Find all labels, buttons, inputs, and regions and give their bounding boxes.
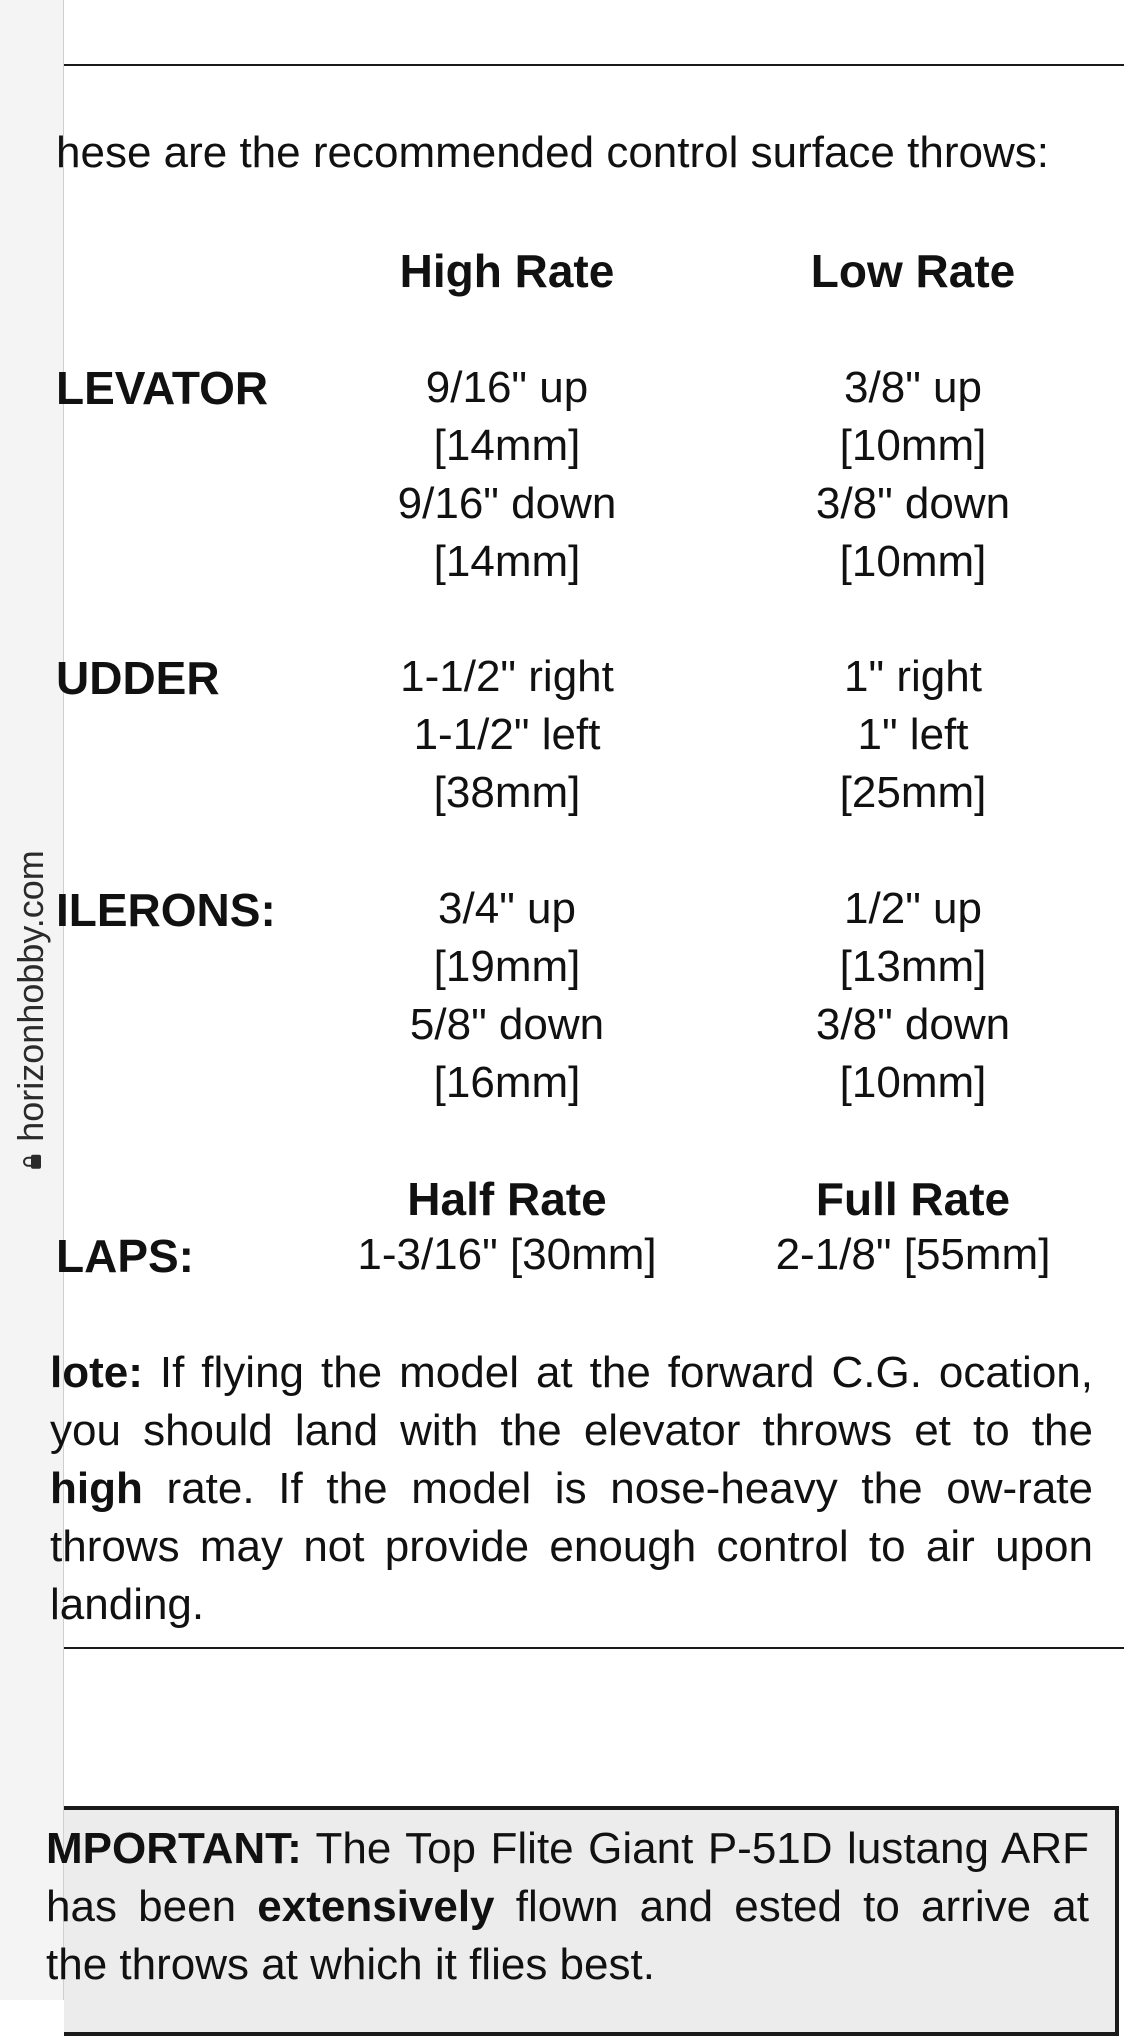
bottom-divider (64, 1647, 1124, 1649)
important-lead: MPORTANT: (46, 1824, 302, 1873)
flaps-full-value (776, 1226, 1051, 1284)
ailerons-low-up: 1/2" up (844, 884, 982, 933)
elevator-high-up-mm: [14mm] (433, 421, 581, 470)
ailerons-high-values (410, 880, 604, 1112)
rudder-low-values (840, 648, 987, 822)
rudder-low-left: 1" left (857, 710, 969, 759)
elevator-low-down: 3/8" down (815, 479, 1011, 528)
important-paragraph (46, 1820, 1089, 1994)
important-emphasis: extensively (257, 1882, 495, 1931)
note-text-after: rate. If the model is nose-heavy the ow-rate throws may not provide enough control to air upon landing. (50, 1464, 1093, 1629)
ailerons-low-down-mm: [10mm] (839, 1058, 987, 1107)
ailerons-high-down: 5/8" down (409, 1000, 605, 1049)
flaps-half-rate: 1-3/16" [30mm] (357, 1230, 657, 1279)
important-text-after: flown and ested to arrive at the throws at which it flies best. (46, 1882, 1089, 1989)
flaps-half-value (357, 1226, 656, 1284)
lock-icon (23, 1154, 39, 1170)
rudder-high-values (400, 648, 614, 822)
browser-side-bar (0, 0, 64, 2000)
full-rate-header: Full Rate (815, 1173, 1011, 1225)
elevator-low-up-mm: [10mm] (839, 421, 987, 470)
rudder-high-right: 1-1/2" right (400, 652, 614, 701)
ailerons-label: ILERONS: (56, 884, 276, 936)
flaps-full-rate: 2-1/8" [55mm] (775, 1230, 1051, 1279)
half-rate-header: Half Rate (407, 1173, 607, 1225)
intro-sentence: hese are the recommended control surface throws: (56, 128, 1049, 177)
ailerons-high-down-mm: [16mm] (433, 1058, 581, 1107)
note-emphasis: high (50, 1464, 143, 1513)
flaps-label: LAPS: (56, 1230, 194, 1282)
elevator-label: LEVATOR (56, 362, 269, 414)
rudder-low-mm: [25mm] (839, 768, 987, 817)
elevator-high-down-mm: [14mm] (433, 537, 581, 586)
ailerons-low-down: 3/8" down (815, 1000, 1011, 1049)
site-address[interactable] (10, 850, 52, 1170)
top-divider (64, 64, 1124, 66)
document-page (46, 0, 1124, 2000)
low-rate-header: Low Rate (810, 245, 1016, 297)
rudder-high-left: 1-1/2" left (413, 710, 601, 759)
ailerons-high-up: 3/4" up (438, 884, 576, 933)
elevator-high-up: 9/16" up (425, 363, 589, 412)
ailerons-low-values (816, 880, 1010, 1112)
site-domain: horizonhobby.com (10, 850, 51, 1142)
ailerons-high-up-mm: [19mm] (433, 942, 581, 991)
high-rate-header: High Rate (399, 245, 615, 297)
note-paragraph (50, 1344, 1093, 1634)
elevator-high-values (398, 359, 617, 591)
note-text-before: If flying the model at the forward C.G. ocation, you should land with the elevator throws et to the (50, 1348, 1093, 1455)
elevator-low-values (816, 359, 1010, 591)
rudder-label: UDDER (56, 652, 220, 704)
ailerons-low-up-mm: [13mm] (839, 942, 987, 991)
elevator-high-down: 9/16" down (397, 479, 617, 528)
elevator-low-down-mm: [10mm] (839, 537, 987, 586)
rudder-low-right: 1" right (844, 652, 982, 701)
important-text-before: The Top Flite Giant P-51D lustang ARF has been (46, 1824, 1089, 1931)
elevator-low-up: 3/8" up (844, 363, 982, 412)
rudder-high-mm: [38mm] (433, 768, 581, 817)
note-lead: lote: (50, 1348, 143, 1397)
